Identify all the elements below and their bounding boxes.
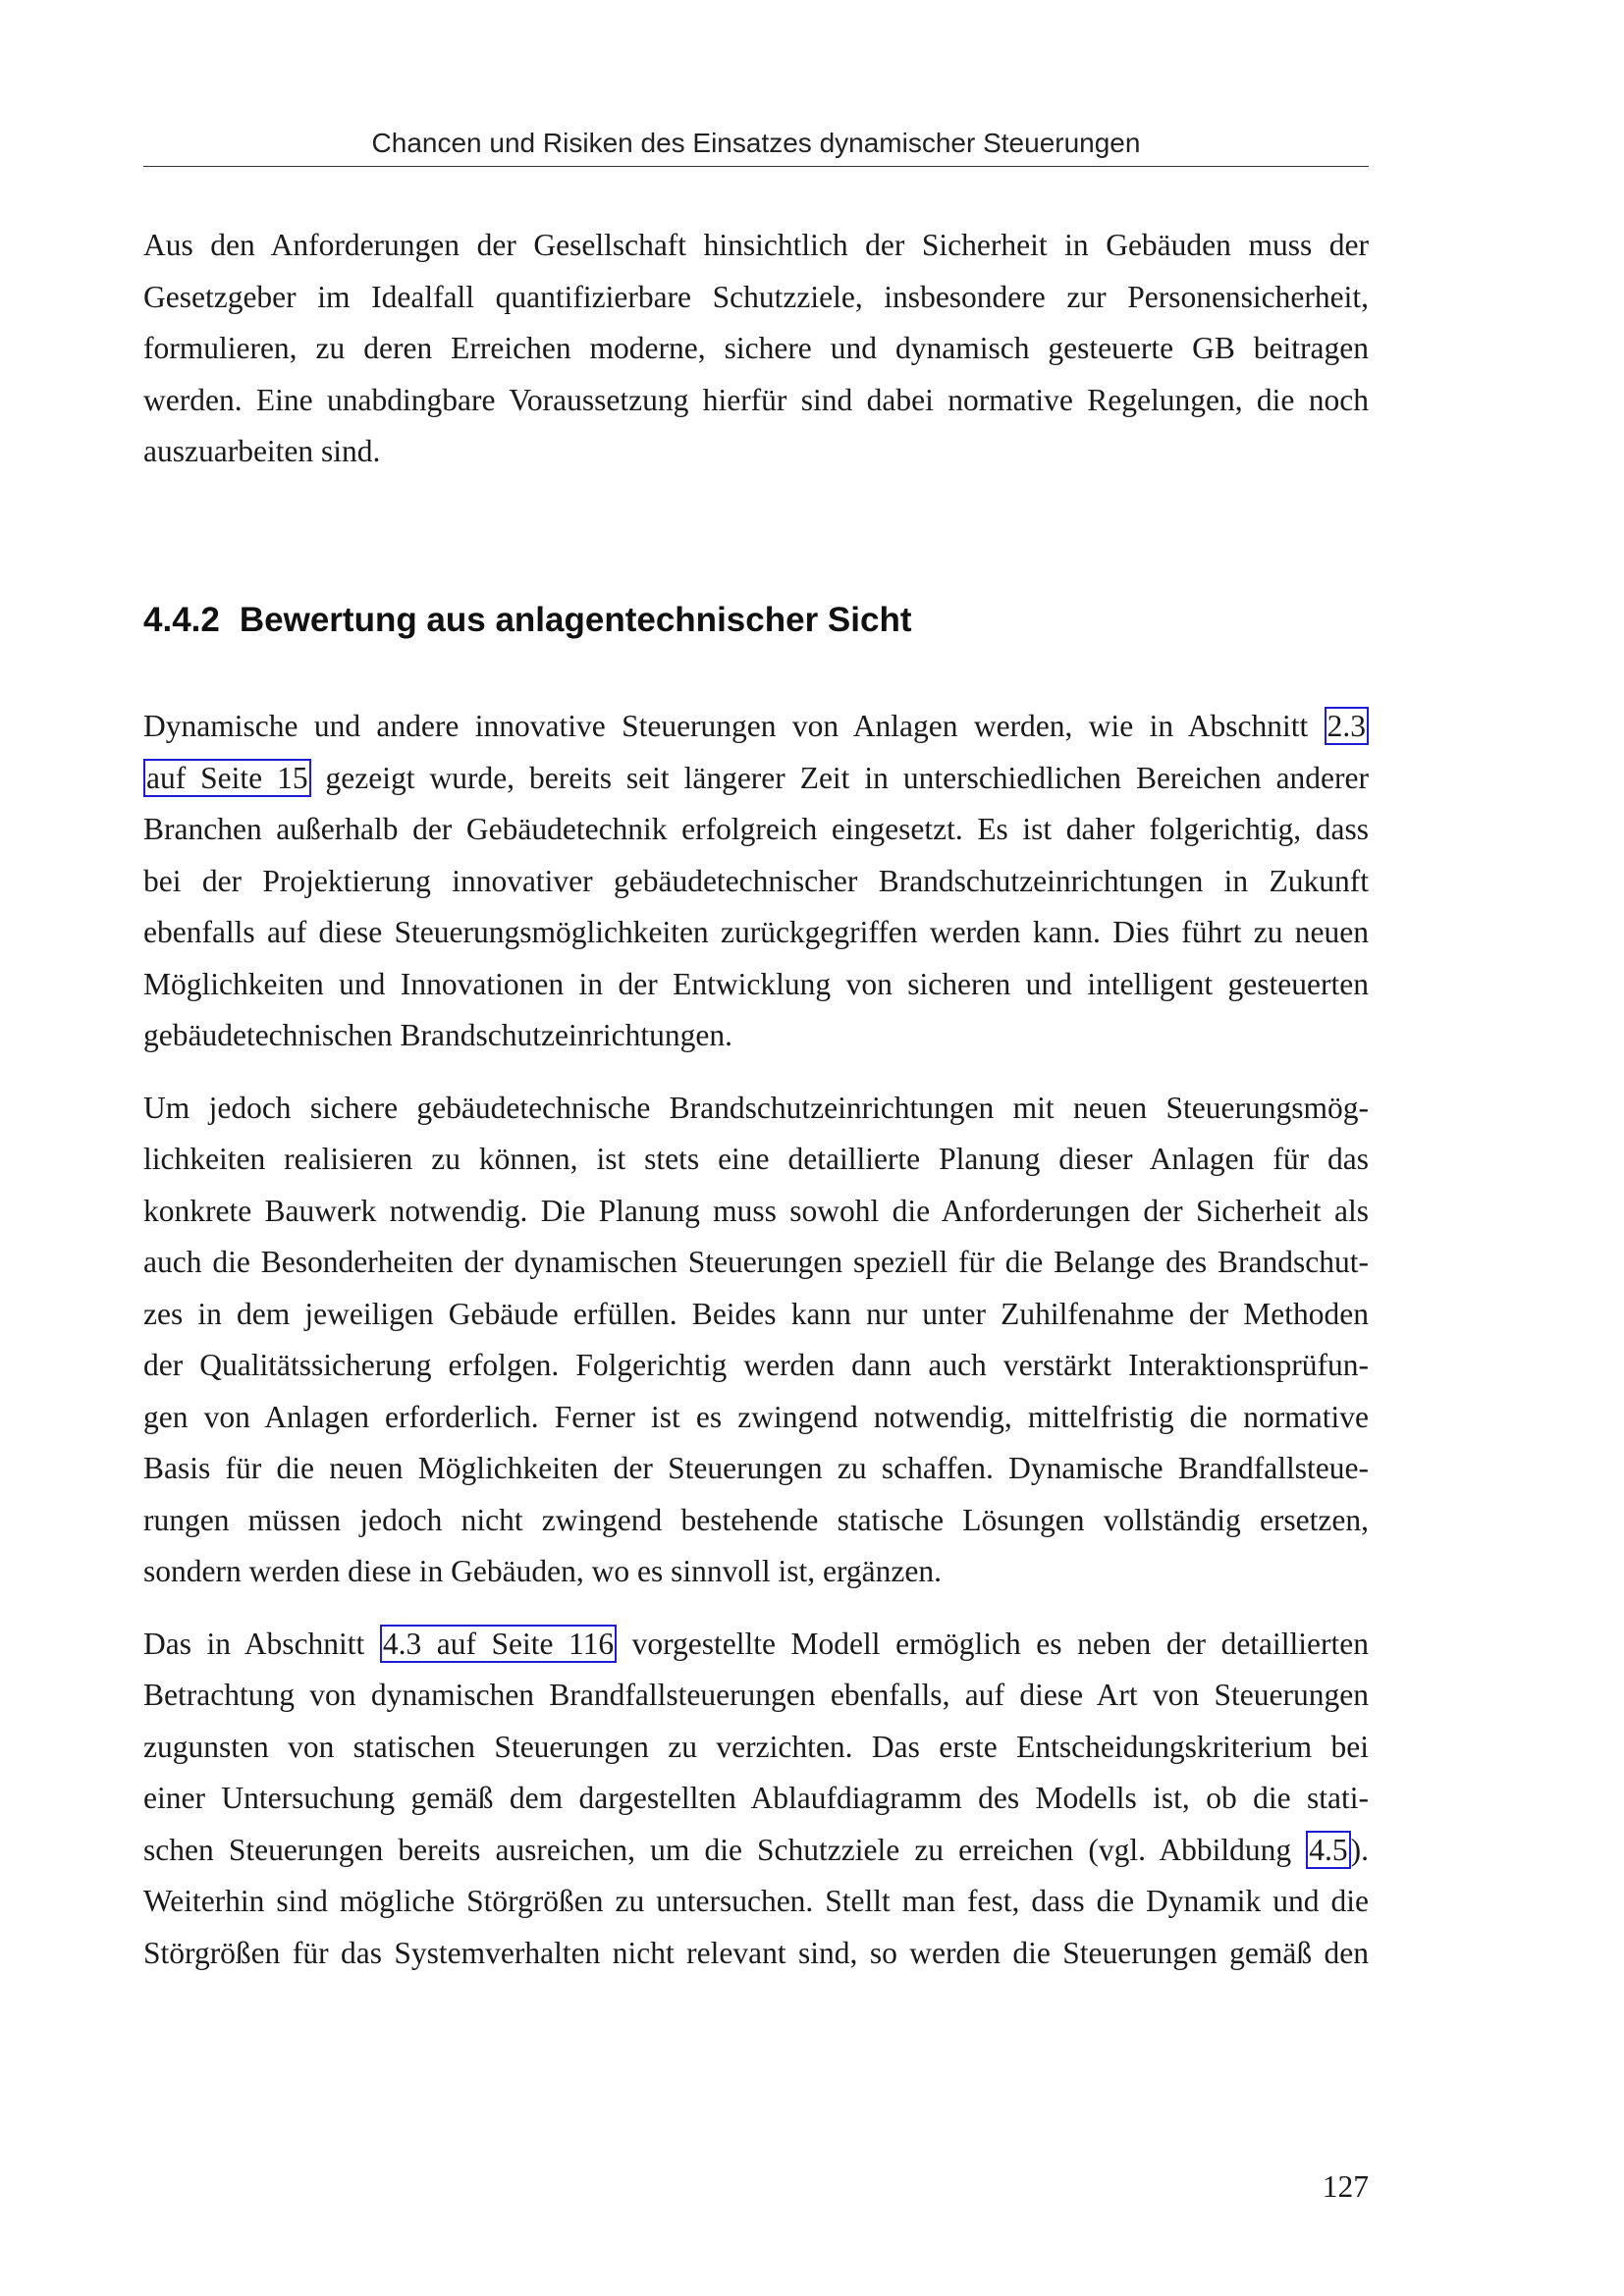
text-line: konkrete Bauwerk notwendig. Die Planung muss sowohl die Anforderungen der Sicherheit als <box>143 1193 1369 1228</box>
text-fragment: Dynamische und andere innovative Steuerungen von Anlagen werden, wie in Abschnitt <box>143 709 1325 743</box>
text-line: Basis für die neuen Möglichkeiten der Steuerungen zu schaffen. Dynamische Brandfallsteue- <box>143 1451 1369 1485</box>
text-line: Weiterhin sind mögliche Störgrößen zu untersuchen. Stellt man fest, dass die Dynamik und die <box>143 1884 1369 1918</box>
text-line: zes in dem jeweiligen Gebäude erfüllen. Beides kann nur unter Zuhilfenahme der Methoden <box>143 1296 1369 1331</box>
paragraph-3 <box>143 1619 1369 1980</box>
text-fragment: vorgestellte Modell ermöglich es neben der detaillierten <box>617 1626 1369 1661</box>
text-line: zugunsten von statischen Steuerungen zu verzichten. Das erste Entscheidungskriterium bei <box>143 1729 1369 1764</box>
text-fragment: Das in Abschnitt <box>143 1626 380 1661</box>
text-line: Möglichkeiten und Innovationen in der Entwicklung von sicheren und intelligent gesteuerten <box>143 966 1369 1001</box>
text-line: lichkeiten realisieren zu können, ist stets eine detaillierte Planung dieser Anlagen für das <box>143 1142 1369 1176</box>
text-line: werden. Eine unabdingbare Voraussetzung hierfür sind dabei normative Regelungen, die noch <box>143 382 1369 417</box>
text-line: Aus den Anforderungen der Gesellschaft hinsichtlich der Sicherheit in Gebäuden muss der <box>143 228 1369 262</box>
section-ref-link-2-3[interactable]: 2.3 <box>1325 707 1369 745</box>
section-number: 4.4.2 <box>143 601 220 639</box>
running-header: Chancen und Risiken des Einsatzes dynamischer Steuerungen <box>143 124 1369 167</box>
text-line <box>143 1825 1369 1877</box>
text-line: Gesetzgeber im Idealfall quantifizierbare Schutzziele, insbesondere zur Personensicherheit, <box>143 279 1369 314</box>
section-body <box>143 701 1369 1979</box>
text-fragment: gezeigt wurde, bereits seit längerer Zeit in unterschiedlichen Bereichen anderer <box>310 760 1369 795</box>
text-line: formulieren, zu deren Erreichen moderne, sichere und dynamisch gesteuerte GB beitragen <box>143 331 1369 365</box>
paragraph-1 <box>143 701 1369 1062</box>
text-line <box>143 701 1369 753</box>
text-line: Branchen außerhalb der Gebäudetechnik erfolgreich eingesetzt. Es ist daher folgerichtig, dass <box>143 812 1369 846</box>
section-heading <box>143 595 911 646</box>
text-line: einer Untersuchung gemäß dem dargestellten Ablaufdiagramm des Modells ist, ob die stati- <box>143 1781 1369 1815</box>
text-line: auch die Besonderheiten der dynamischen Steuerungen speziell für die Belange des Brandschut- <box>143 1245 1369 1279</box>
text-line: sondern werden diese in Gebäuden, wo es sinnvoll ist, ergänzen. <box>143 1554 942 1588</box>
text-line: Betrachtung von dynamischen Brandfallsteuerungen ebenfalls, auf diese Art von Steuerungen <box>143 1678 1369 1712</box>
text-line: Störgrößen für das Systemverhalten nicht relevant sind, so werden die Steuerungen gemäß den <box>143 1935 1369 1970</box>
section-title: Bewertung aus anlagentechnischer Sicht <box>239 601 912 639</box>
text-line: auszuarbeiten sind. <box>143 434 381 468</box>
page-ref-link-116[interactable]: 4.3 auf Seite 116 <box>380 1625 617 1663</box>
paragraph-2 <box>143 1083 1369 1598</box>
page-number: 127 <box>1322 2169 1369 2204</box>
text-fragment: schen Steuerungen bereits ausreichen, um die Schutzziele zu erreichen (vgl. Abbildung <box>143 1832 1307 1867</box>
text-line: rungen müssen jedoch nicht zwingend bestehende statische Lösungen vollständig ersetzen, <box>143 1502 1369 1537</box>
page-ref-link-15[interactable]: auf Seite 15 <box>143 759 311 797</box>
text-line <box>143 753 1369 805</box>
text-line <box>143 1619 1369 1671</box>
text-line: gebäudetechnischen Brandschutzeinrichtungen. <box>143 1018 733 1052</box>
text-line: ebenfalls auf diese Steuerungsmöglichkeiten zurückgegriffen werden kann. Dies führt zu neuen <box>143 915 1369 949</box>
text-fragment: ). <box>1350 1832 1369 1867</box>
figure-ref-link-4-5[interactable]: 4.5 <box>1306 1831 1350 1869</box>
text-line: bei der Projektierung innovativer gebäudetechnischer Brandschutzeinrichtungen in Zukunft <box>143 863 1369 898</box>
text-line: gen von Anlagen erforderlich. Ferner ist es zwingend notwendig, mittelfristig die normative <box>143 1399 1369 1434</box>
text-line: Um jedoch sichere gebäudetechnische Brandschutzeinrichtungen mit neuen Steuerungsmög- <box>143 1090 1369 1125</box>
intro-paragraph <box>143 220 1369 478</box>
text-line: der Qualitätssicherung erfolgen. Folgerichtig werden dann auch verstärkt Interaktionsprüfun- <box>143 1348 1369 1382</box>
